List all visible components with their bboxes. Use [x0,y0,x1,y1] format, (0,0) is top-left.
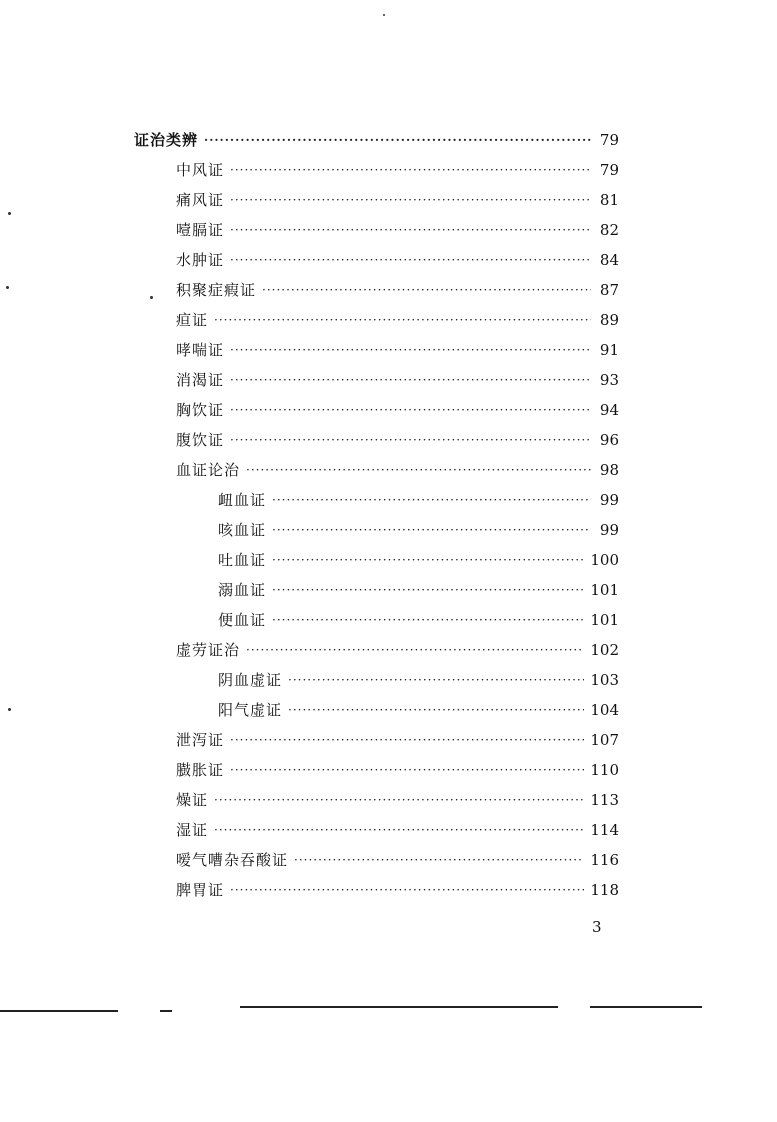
scan-speck [6,286,9,289]
toc-entry-page: 99 [599,491,619,509]
dot-leader [230,158,591,182]
toc-entry-title: 噎膈证 [176,221,225,239]
toc-entry[interactable] [176,218,619,242]
toc-entry-page: 89 [599,311,619,329]
toc-entry-title: 哮喘证 [176,341,225,359]
dot-leader [272,518,591,542]
dot-leader [204,128,591,152]
toc-entry-page: 94 [599,401,619,419]
scan-line [160,1010,172,1012]
toc-entry-page: 116 [590,851,619,869]
toc-entry-title: 咳血证 [218,521,267,539]
toc-entry-page: 114 [590,821,619,839]
toc-entry[interactable] [176,638,619,662]
toc-entry-title: 臌胀证 [176,761,225,779]
toc-entry[interactable] [176,788,619,812]
toc-entry-title: 脾胃证 [176,881,225,899]
toc-entry[interactable] [176,338,619,362]
toc-entry-title: 虚劳证治 [176,641,241,659]
toc-entry-page: 93 [599,371,619,389]
toc-entry[interactable] [176,398,619,422]
toc-entry[interactable] [176,278,619,302]
toc-entry-page: 84 [599,251,619,269]
toc-entry-page: 104 [590,701,619,719]
toc-entry-page: 91 [599,341,619,359]
dot-leader [246,638,584,662]
dot-leader [230,188,591,212]
toc-entry[interactable] [218,548,619,572]
scan-speck [150,296,153,299]
toc-entry[interactable] [218,608,619,632]
toc-entry-title: 阳气虚证 [218,701,283,719]
toc-entry[interactable] [218,668,619,692]
toc-entry-page: 107 [590,731,619,749]
dot-leader [272,608,584,632]
toc-entry[interactable] [218,518,619,542]
toc-entry-title: 燥证 [176,791,209,809]
toc-entry[interactable] [176,428,619,452]
scan-line [240,1006,558,1008]
dot-leader [272,488,591,512]
toc-entry[interactable] [176,818,619,842]
toc-entry-page: 103 [590,671,619,689]
dot-leader [262,278,591,302]
toc-entry-title: 中风证 [176,161,225,179]
toc-entry-page: 79 [599,131,619,149]
dot-leader [288,668,584,692]
toc-entry-title: 水肿证 [176,251,225,269]
dot-leader [230,218,591,242]
toc-entry[interactable] [176,848,619,872]
toc-entry-title: 衄血证 [218,491,267,509]
dot-leader [230,728,584,752]
toc-entry-title: 吐血证 [218,551,267,569]
dot-leader [214,308,591,332]
toc-entry-title: 疸证 [176,311,209,329]
dot-leader [272,548,584,572]
toc-entry-title: 湿证 [176,821,209,839]
scan-line [0,1010,118,1012]
toc-entry-page: 87 [599,281,619,299]
dot-leader [230,758,584,782]
toc-entry-title: 痛风证 [176,191,225,209]
toc-entry[interactable] [134,128,619,152]
toc-entry[interactable] [176,308,619,332]
toc-entry[interactable] [176,878,619,902]
scan-speck [8,212,11,215]
toc-entry-title: 泄泻证 [176,731,225,749]
dot-leader [230,368,591,392]
toc-entry[interactable] [218,578,619,602]
dot-leader [246,458,591,482]
dot-leader [230,878,584,902]
dot-leader [214,818,584,842]
dot-leader [288,698,584,722]
toc-entry-page: 118 [590,881,619,899]
toc-entry-page: 96 [599,431,619,449]
toc-entry-page: 113 [590,791,619,809]
toc-entry[interactable] [176,728,619,752]
toc-entry[interactable] [176,368,619,392]
toc-entry-page: 99 [599,521,619,539]
dot-leader [230,248,591,272]
toc-entry-page: 101 [590,581,619,599]
toc-entry-page: 101 [590,611,619,629]
dot-leader [214,788,584,812]
dot-leader [294,848,584,872]
toc-entry-title: 溺血证 [218,581,267,599]
page-number: 3 [592,918,602,936]
toc-entry[interactable] [176,458,619,482]
toc-entry-title: 便血证 [218,611,267,629]
toc-entry-title: 胸饮证 [176,401,225,419]
dot-leader [230,338,591,362]
scan-speck [8,708,11,711]
dot-leader [272,578,584,602]
toc-entry-title: 积聚症瘕证 [176,281,257,299]
toc-entry[interactable] [176,758,619,782]
dot-leader [230,398,591,422]
dot-leader [230,428,591,452]
toc-entry-page: 100 [590,551,619,569]
toc-entry[interactable] [218,488,619,512]
toc-entry[interactable] [176,158,619,182]
toc-entry-title: 消渴证 [176,371,225,389]
toc-entry-page: 98 [599,461,619,479]
toc-entry[interactable] [176,188,619,212]
toc-entry-title: 腹饮证 [176,431,225,449]
scan-speck [383,14,385,16]
toc-entry[interactable] [176,248,619,272]
toc-entry-page: 82 [599,221,619,239]
toc-entry-title: 嗳气嘈杂吞酸证 [176,851,289,869]
toc-entry-page: 81 [599,191,619,209]
toc-entry-page: 102 [590,641,619,659]
toc-entry-title: 血证论治 [176,461,241,479]
toc-entry[interactable] [218,698,619,722]
toc-entry-title: 阴血虚证 [218,671,283,689]
toc-entry-page: 79 [599,161,619,179]
toc-entry-page: 110 [590,761,619,779]
scan-line [590,1006,702,1008]
toc-entry-title: 证治类辨 [134,131,199,149]
